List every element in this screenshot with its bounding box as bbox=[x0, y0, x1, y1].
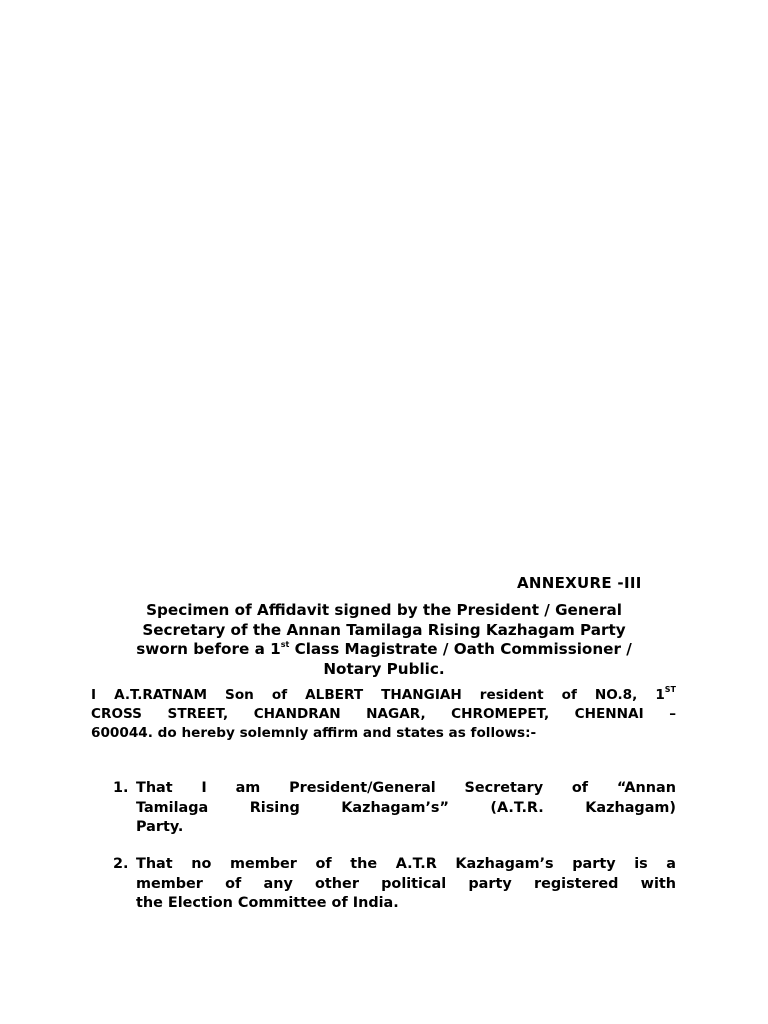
list-item-number: 2. bbox=[113, 856, 129, 872]
title-line-4: Notary Public. bbox=[323, 659, 445, 678]
list-item-line: member of any other political party registered with bbox=[136, 875, 676, 892]
list-item-number: 1. bbox=[113, 780, 129, 796]
document-title bbox=[86, 601, 682, 679]
title-superscript: st bbox=[280, 640, 290, 650]
title-line-3-start: sworn before a 1 bbox=[136, 640, 281, 659]
list-item bbox=[113, 779, 676, 838]
intro-line-1 bbox=[91, 686, 676, 705]
title-line-1: Specimen of Affidavit signed by the President / General bbox=[146, 601, 622, 619]
list-item-line: That I am President/General Secretary of “Annan bbox=[136, 780, 676, 796]
list-item-line: That no member of the A.T.R Kazhagam’s party is a bbox=[136, 856, 676, 872]
title-line-2: Secretary of the Annan Tamilaga Rising Kazhagam Party bbox=[142, 620, 626, 639]
affidavit-intro bbox=[91, 686, 676, 743]
list-item-body bbox=[136, 779, 676, 838]
intro-line-3: 600044. do hereby solemnly affirm and states as follows:- bbox=[91, 725, 537, 741]
list-item-body bbox=[136, 855, 676, 914]
annexure-heading: ANNEXURE -III bbox=[517, 574, 642, 592]
title-line-3-end: Class Magistrate / Oath Commissioner / bbox=[289, 640, 632, 659]
intro-line-2: CROSS STREET, CHANDRAN NAGAR, CHROMEPET, CHENNAI – bbox=[91, 706, 676, 722]
list-item bbox=[113, 855, 676, 914]
intro-line-1-text: I A.T.RATNAM Son of ALBERT THANGIAH resident of NO.8, 1 bbox=[91, 687, 665, 703]
title-line-3 bbox=[86, 640, 682, 660]
list-item-line: Party. bbox=[136, 819, 184, 835]
intro-superscript: ST bbox=[664, 685, 676, 694]
list-item-line: the Election Committee of India. bbox=[136, 895, 399, 911]
list-item-line: Tamilaga Rising Kazhagam’s” (A.T.R. Kazhagam) bbox=[136, 799, 676, 816]
